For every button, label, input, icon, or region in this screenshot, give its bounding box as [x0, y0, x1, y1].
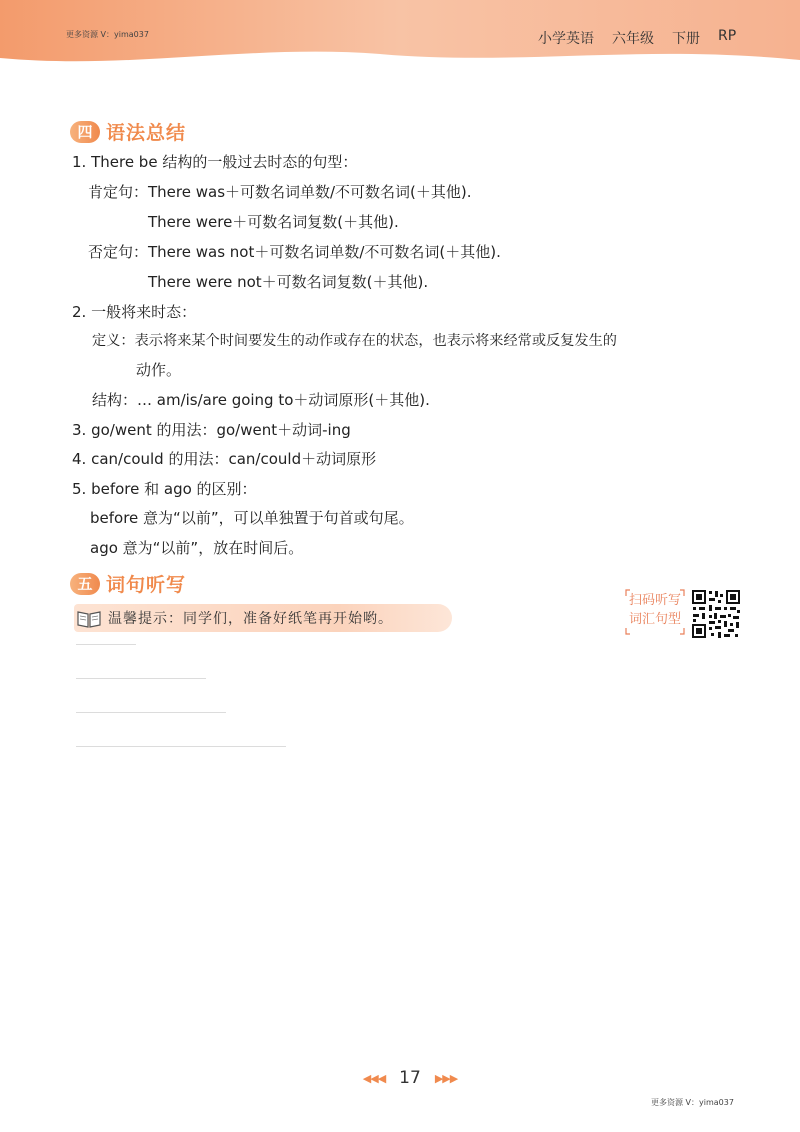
before-usage: before 意为“以前”，可以单独置于句首或句尾。 — [90, 509, 414, 527]
grammar-item-4: 4. can/could 的用法：can/could＋动词原形 — [72, 450, 377, 468]
affirmative-pattern-2: There were＋可数名词复数(＋其他). — [148, 213, 399, 231]
affirmative-pattern-1: 肯定句：There was＋可数名词单数/不可数名词(＋其他). — [88, 183, 472, 201]
grammar-item-5-title: 5. before 和 ago 的区别： — [72, 480, 257, 498]
prev-arrows-icon: ◀◀◀ — [362, 1071, 386, 1085]
dictation-line[interactable] — [76, 746, 286, 747]
book-info — [538, 28, 736, 48]
scan-label-line-1: 扫码听写 — [628, 593, 681, 608]
dictation-line[interactable] — [76, 678, 206, 679]
dictation-line[interactable] — [76, 712, 226, 713]
tip-text: 温馨提示：同学们，准备好纸笔再开始哟。 — [108, 611, 393, 627]
section-5-title: 词句听写 — [106, 574, 187, 596]
negative-pattern-1: 否定句：There was not＋可数名词单数/不可数名词(＋其他). — [88, 243, 501, 261]
future-tense-definition-cont: 动作。 — [136, 361, 182, 379]
ago-usage: ago 意为“以前”，放在时间后。 — [90, 539, 304, 557]
grammar-item-2-title: 2. 一般将来时态： — [72, 303, 197, 321]
future-tense-structure: 结构：… am/is/are going to＋动词原形(＋其他). — [92, 391, 430, 409]
scan-dictation-label — [624, 588, 686, 636]
qr-code-icon[interactable] — [690, 588, 742, 640]
future-tense-definition: 定义：表示将来某个时间要发生的动作或存在的状态，也表示将来经常或反复发生的 — [92, 333, 617, 349]
book-grade: 六年级 — [612, 31, 654, 47]
open-book-icon — [76, 607, 102, 629]
header-watermark: 更多资源 V：yima037 — [66, 30, 149, 39]
section-5-heading — [70, 570, 186, 597]
grammar-item-3: 3. go/went 的用法：go/went＋动词-ing — [72, 421, 351, 439]
next-arrows-icon: ▶▶▶ — [434, 1071, 458, 1085]
page-footer — [340, 1068, 480, 1088]
scan-label-line-2: 词汇句型 — [628, 612, 681, 627]
negative-pattern-2: There were not＋可数名词复数(＋其他). — [148, 273, 429, 291]
dictation-line[interactable] — [76, 644, 136, 645]
section-4-number: 四 — [70, 121, 100, 143]
page-number: 17 — [399, 1068, 421, 1088]
book-edition: RP — [718, 28, 737, 44]
section-4-title: 语法总结 — [106, 122, 187, 144]
grammar-item-1-title: 1. There be 结构的一般过去时态的句型： — [72, 153, 358, 171]
footer-watermark: 更多资源 V：yima037 — [651, 1098, 734, 1107]
section-4-heading — [70, 118, 186, 145]
book-term: 下册 — [672, 31, 700, 47]
section-5-number: 五 — [70, 573, 100, 595]
tip-bar — [74, 604, 452, 632]
book-subject: 小学英语 — [538, 31, 594, 47]
